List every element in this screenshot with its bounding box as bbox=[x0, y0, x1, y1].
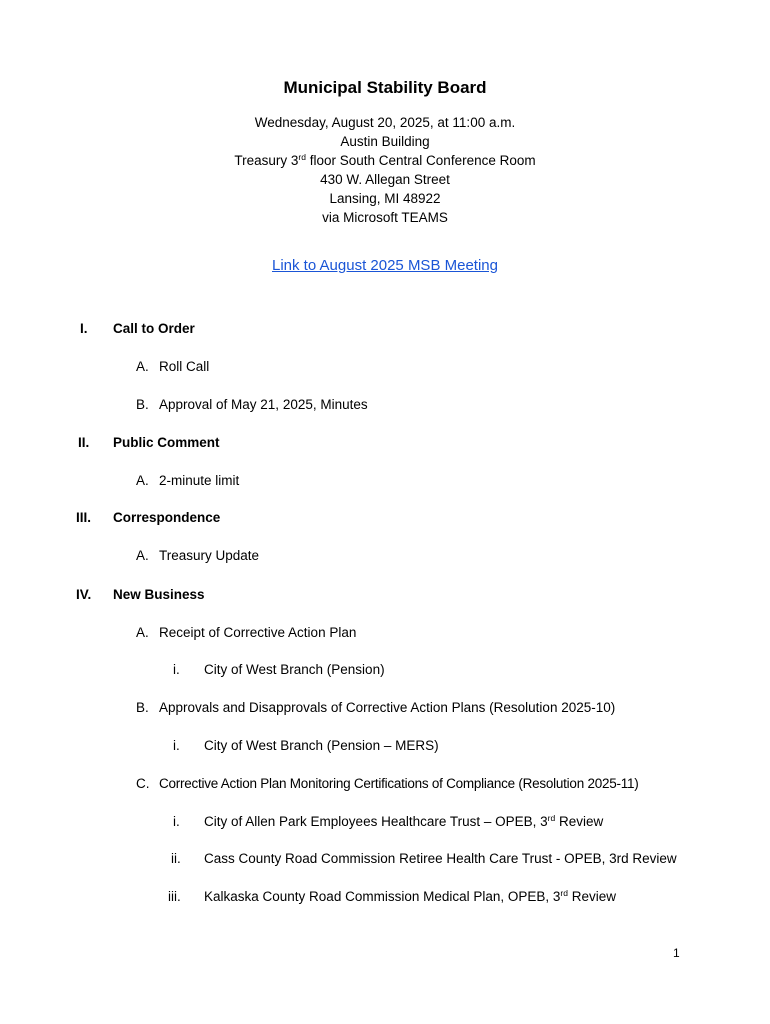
meeting-building: Austin Building bbox=[340, 134, 430, 149]
section-heading-new-business: New Business bbox=[113, 587, 205, 602]
item-letter: B. bbox=[136, 700, 149, 715]
item-comment-limit: 2-minute limit bbox=[159, 473, 240, 488]
item-approvals-disapprovals: Approvals and Disapprovals of Corrective Action Plans (Resolution 2025-10) bbox=[159, 700, 616, 715]
item-roll-call: Roll Call bbox=[159, 359, 210, 374]
section-heading-public-comment: Public Comment bbox=[113, 435, 220, 450]
item-letter: A. bbox=[136, 548, 149, 563]
subitem-numeral: i. bbox=[173, 814, 180, 829]
subitem-west-branch-pension: City of West Branch (Pension) bbox=[204, 662, 385, 677]
item-letter: B. bbox=[136, 397, 149, 412]
item-monitoring-certifications: Corrective Action Plan Monitoring Certifications of Compliance (Resolution 2025-11) bbox=[159, 776, 639, 791]
subitem-cass-county: Cass County Road Commission Retiree Health Care Trust - OPEB, 3rd Review bbox=[204, 851, 677, 866]
meeting-via: via Microsoft TEAMS bbox=[322, 210, 448, 225]
subitem-numeral: iii. bbox=[168, 889, 181, 904]
item-letter: A. bbox=[136, 359, 149, 374]
subitem-numeral: i. bbox=[173, 738, 180, 753]
meeting-room: Treasury 3rd floor South Central Conference Room bbox=[234, 152, 536, 168]
section-heading-correspondence: Correspondence bbox=[113, 510, 221, 525]
meeting-city: Lansing, MI 48922 bbox=[329, 191, 441, 206]
item-approval-minutes: Approval of May 21, 2025, Minutes bbox=[159, 397, 368, 412]
subitem-west-branch-mers: City of West Branch (Pension – MERS) bbox=[204, 738, 439, 753]
meeting-link[interactable]: Link to August 2025 MSB Meeting bbox=[272, 257, 498, 274]
section-heading-call-to-order: Call to Order bbox=[113, 321, 195, 336]
item-letter: A. bbox=[136, 625, 149, 640]
meeting-date: Wednesday, August 20, 2025, at 11:00 a.m. bbox=[254, 115, 516, 130]
item-letter: A. bbox=[136, 473, 149, 488]
subitem-kalkaska-county: Kalkaska County Road Commission Medical Plan, OPEB, 3rd Review bbox=[204, 888, 616, 904]
section-numeral: II. bbox=[78, 435, 90, 450]
section-numeral: III. bbox=[76, 510, 92, 525]
item-treasury-update: Treasury Update bbox=[159, 548, 260, 563]
meeting-street: 430 W. Allegan Street bbox=[320, 172, 450, 187]
item-receipt-cap: Receipt of Corrective Action Plan bbox=[159, 625, 357, 640]
subitem-numeral: ii. bbox=[171, 851, 181, 866]
page-number: 1 bbox=[673, 946, 680, 960]
subitem-numeral: i. bbox=[173, 662, 180, 677]
document-title: Municipal Stability Board bbox=[283, 78, 487, 97]
subitem-allen-park: City of Allen Park Employees Healthcare Trust – OPEB, 3rd Review bbox=[204, 813, 604, 829]
item-letter: C. bbox=[136, 776, 150, 791]
section-numeral: IV. bbox=[76, 587, 92, 602]
section-numeral: I. bbox=[80, 321, 88, 336]
